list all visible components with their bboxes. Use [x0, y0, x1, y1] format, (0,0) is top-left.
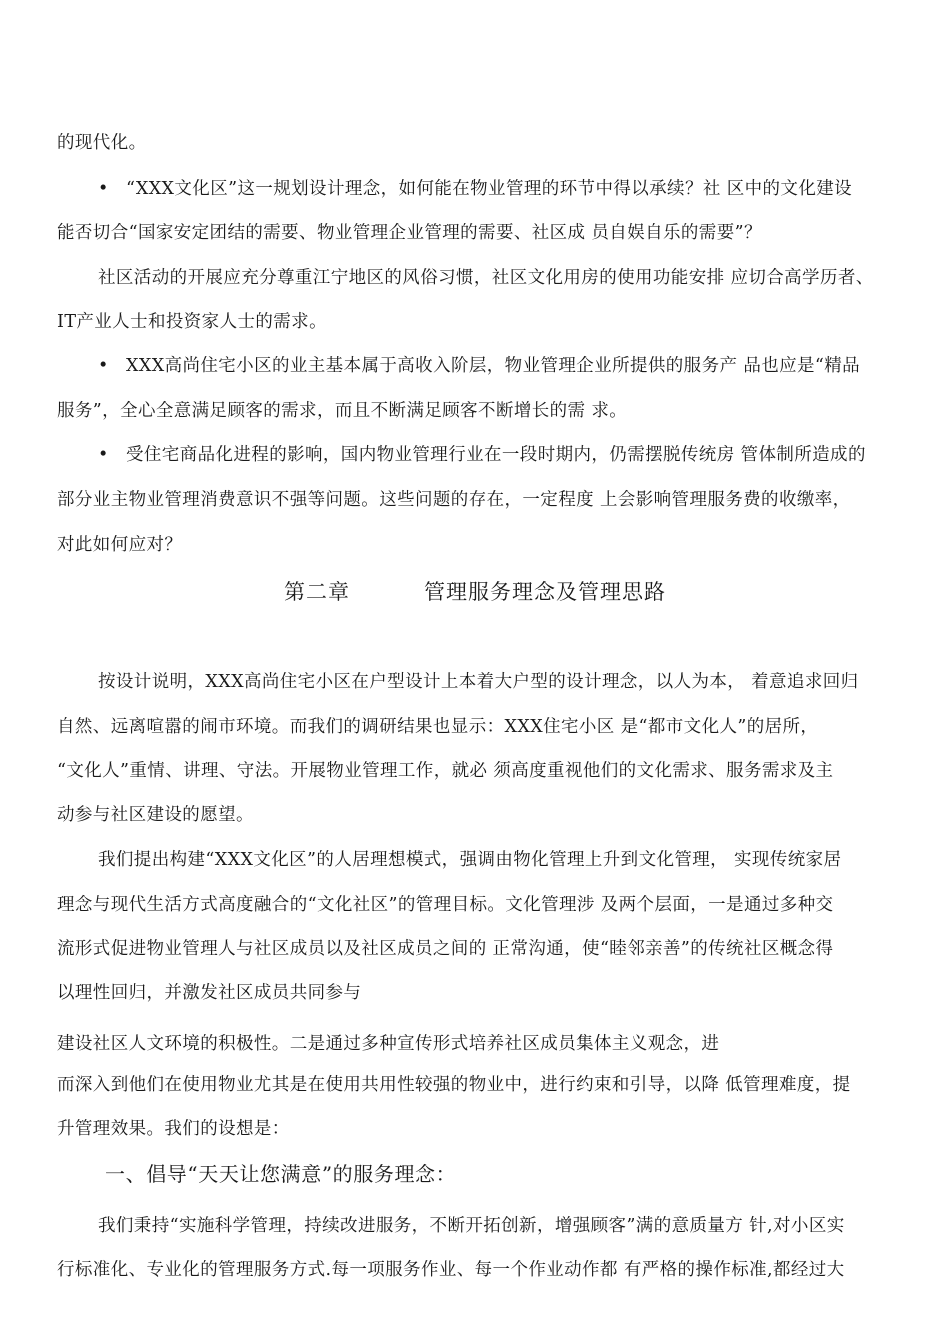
text-line: 按设计说明，XXX高尚住宅小区在户型设计上本着大户型的设计理念，以人为本， 着意追求回归: [98, 672, 859, 692]
text-line: 的现代化。: [57, 133, 147, 153]
text-line: IT产业人士和投资家人士的需求。: [57, 312, 327, 332]
text-line: 流形式促进物业管理人与社区成员以及社区成员之间的 正常沟通，使“睦邻亲善”的传统社区概念得: [57, 939, 834, 959]
chapter-number: 第二章: [284, 580, 350, 604]
bullet-item: [98, 354, 860, 378]
text-line: 建设社区人文环境的积极性。二是通过多种宣传形式培养社区成员集体主义观念，进: [57, 1034, 720, 1054]
text-line: XXX高尚住宅小区的业主基本属于高收入阶层，物业管理企业所提供的服务产 品也应是“精品: [126, 356, 861, 376]
bullet-icon: •: [98, 445, 109, 465]
section-heading: 一、倡导“天天让您满意”的服务理念：: [105, 1162, 457, 1186]
text-line: 动参与社区建设的愿望。: [57, 805, 254, 825]
text-line: 我们提出构建“XXX文化区”的人居理想模式，强调由物化管理上升到文化管理， 实现传统家居: [98, 850, 842, 870]
text-line: 我们秉持“实施科学管理，持续改进服务，不断开拓创新，增强顾客”满的意质量方 针,对小区实: [98, 1216, 845, 1236]
text-line: “XXX文化区”这一规划设计理念，如何能在物业管理的环节中得以承续？社 区中的文化建设: [126, 179, 853, 199]
text-line: 对此如何应对？: [57, 535, 183, 555]
bullet-icon: •: [98, 356, 109, 376]
text-line: 服务”，全心全意满足顾客的需求，而且不断满足顾客不断增长的需 求。: [57, 401, 628, 421]
text-line: 行标准化、专业化的管理服务方式.每一项服务作业、每一个作业动作都 有严格的操作标准,都经过大: [57, 1260, 845, 1280]
text-line: 能否切合“国家安定团结的需要、物业管理企业管理的需要、社区成 员自娱自乐的需要”？: [57, 223, 762, 243]
bullet-item: [98, 443, 866, 467]
text-line: 自然、远离喧嚣的闹市环境。而我们的调研结果也显示：XXX住宅小区 是“都市文化人”的居所，: [57, 717, 819, 737]
chapter-heading: [0, 578, 950, 606]
text-line: 部分业主物业管理消费意识不强等问题。这些问题的存在，一定程度 上会影响管理服务费的收缴率，: [57, 490, 851, 510]
text-line: 以理性回归，并激发社区成员共同参与: [57, 983, 362, 1003]
text-line: 受住宅商品化进程的影响，国内物业管理行业在一段时期内，仍需摆脱传统房 管体制所造成的: [126, 445, 866, 465]
text-line: 而深入到他们在使用物业尤其是在使用共用性较强的物业中，进行约束和引导，以降 低管理难度，提: [57, 1075, 851, 1095]
text-line: “文化人”重情、讲理、守法。开展物业管理工作，就必 须高度重视他们的文化需求、服务需求及主: [57, 761, 834, 781]
bullet-icon: •: [98, 179, 109, 199]
text-line: 升管理效果。我们的设想是：: [57, 1119, 290, 1139]
chapter-title: 管理服务理念及管理思路: [424, 580, 666, 604]
bullet-item: [98, 177, 852, 201]
text-line: 理念与现代生活方式高度融合的“文化社区”的管理目标。文化管理涉 及两个层面，一是通过多种交: [57, 895, 834, 915]
text-line: 社区活动的开展应充分尊重江宁地区的风俗习惯，社区文化用房的使用功能安排 应切合高学历者、: [98, 268, 874, 288]
